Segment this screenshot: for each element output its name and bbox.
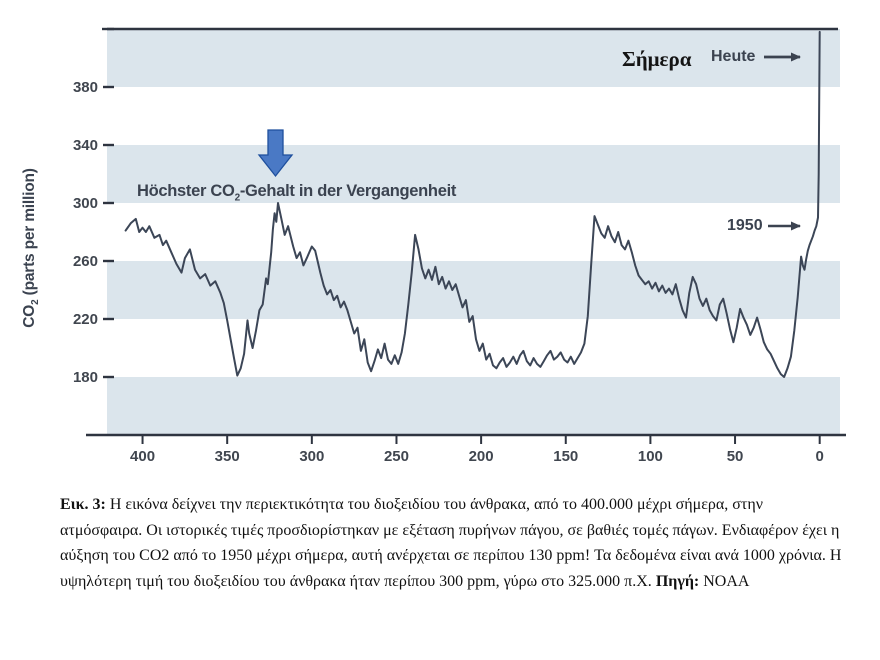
svg-text:220: 220 bbox=[72, 311, 98, 328]
year-1950-label: 1950 bbox=[727, 217, 763, 234]
svg-text:340: 340 bbox=[72, 137, 98, 154]
caption-source-label: Πηγή: bbox=[655, 572, 700, 590]
svg-text:260: 260 bbox=[72, 253, 98, 270]
svg-text:100: 100 bbox=[637, 448, 663, 465]
y-axis-label-sub: 2 bbox=[30, 299, 42, 305]
svg-text:380: 380 bbox=[72, 79, 98, 96]
y-axis-label-main: CO bbox=[20, 304, 38, 328]
svg-text:300: 300 bbox=[299, 448, 325, 465]
highest-co2-annotation-sub: 2 bbox=[234, 192, 240, 204]
y-axis-label bbox=[21, 168, 41, 327]
today-greek-label: Σήμερα bbox=[622, 47, 692, 71]
caption-body: Η εικόνα δείχνει την περιεκτικότητα του διοξειδίου του άνθρακα, από το 400.000 μέχρι σήμερα, στην ατμόσφαιρα. Οι ιστορικές τιμές προσδιορίστηκαν με εξέταση πυρήνων πάγου, σε βαθιές τομές πάγων. Ενδιαφέρον έχει η αύξηση του CO2 από το 1950 μέχρι σήμερα, αυτή ανέρχεται σε περίπου 130 ppm! Τα δεδομένα είναι ανά 1000 χρόνια. Η υψηλότερη τιμή του διοξειδίου του άνθρακα ήταν περίπου 300 ppm, γύρω στο 325.000 π.Χ. bbox=[60, 496, 842, 590]
highest-co2-annotation bbox=[137, 182, 456, 203]
caption-figure-number: Εικ. 3: bbox=[60, 496, 106, 513]
x-axis bbox=[86, 435, 846, 465]
svg-text:180: 180 bbox=[72, 369, 98, 386]
svg-text:250: 250 bbox=[383, 448, 409, 465]
svg-text:50: 50 bbox=[726, 448, 744, 465]
figure-caption bbox=[60, 492, 842, 594]
svg-text:150: 150 bbox=[553, 448, 579, 465]
svg-text:300: 300 bbox=[72, 195, 98, 212]
svg-text:200: 200 bbox=[468, 448, 494, 465]
svg-text:0: 0 bbox=[815, 448, 824, 465]
svg-text:400: 400 bbox=[130, 448, 156, 465]
highest-co2-annotation-pre: Höchster CO bbox=[137, 182, 235, 200]
today-german-label: Heute bbox=[711, 48, 756, 65]
y-axis-label-rest: (parts per million) bbox=[20, 168, 38, 300]
svg-text:350: 350 bbox=[214, 448, 240, 465]
highest-co2-annotation-post: -Gehalt in der Vergangenheit bbox=[239, 182, 457, 200]
caption-source-value: NOAA bbox=[699, 572, 750, 590]
